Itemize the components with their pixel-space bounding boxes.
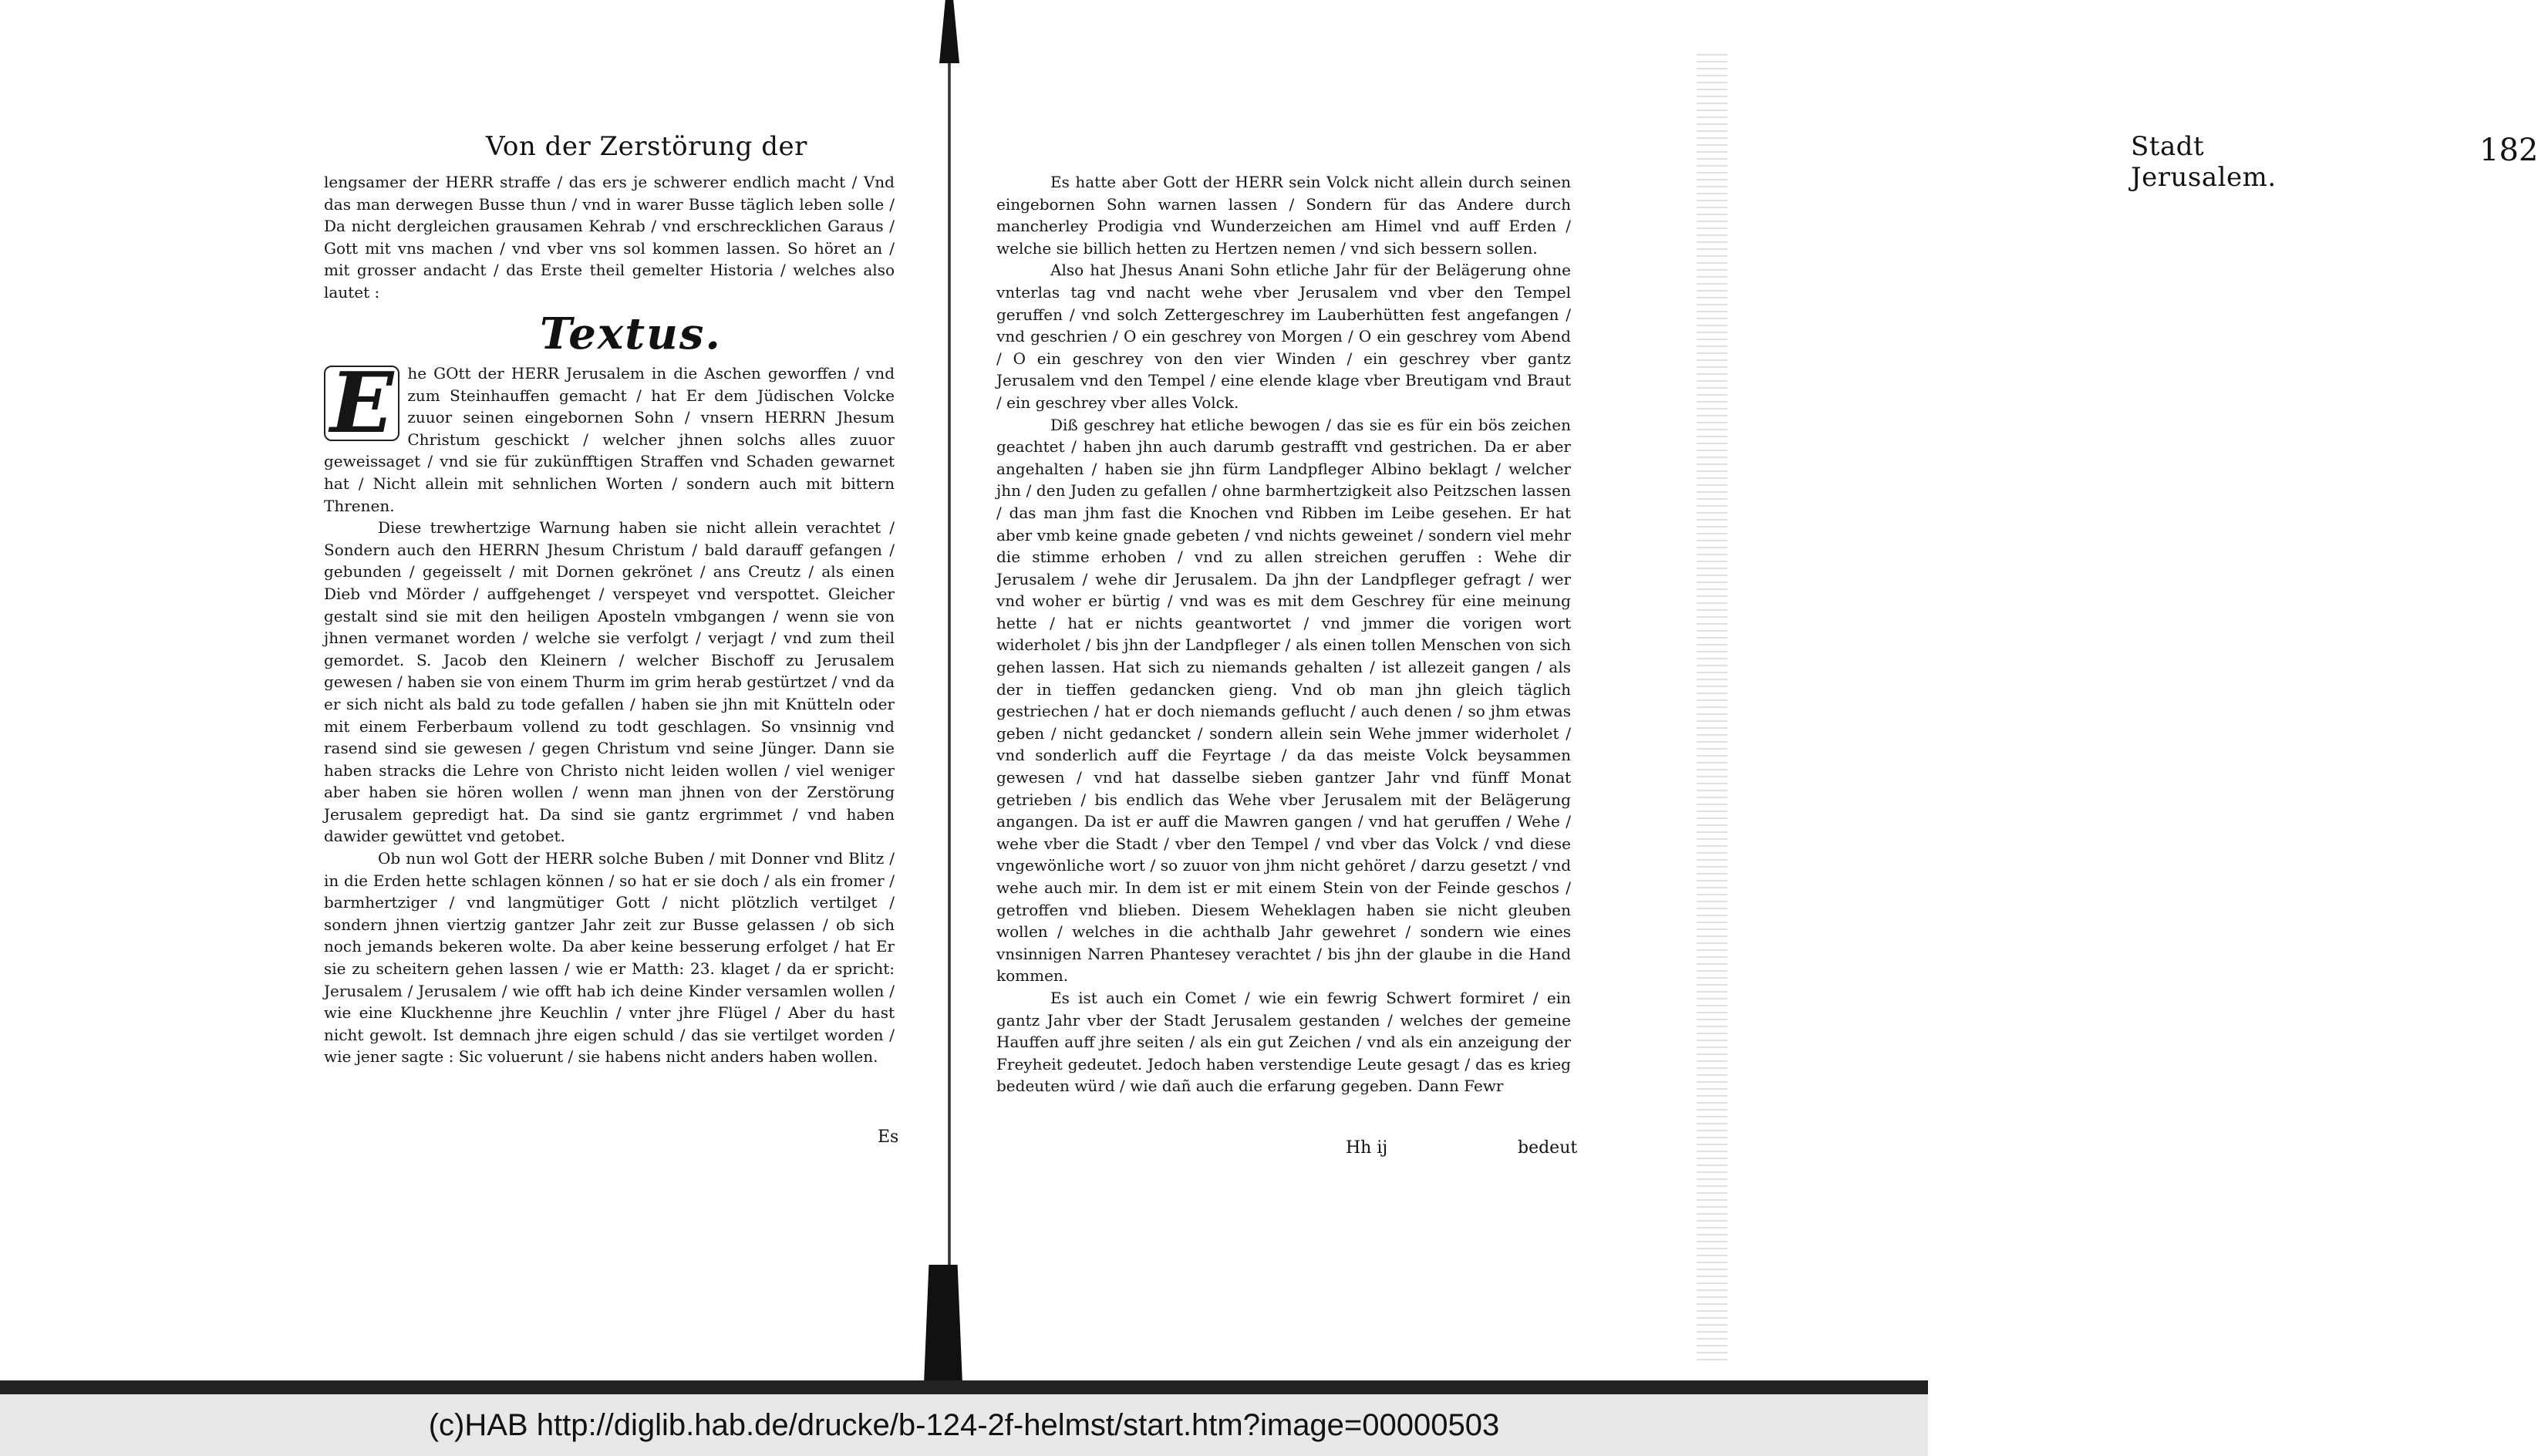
left-page bbox=[0, 0, 951, 1388]
right-running-head: Stadt Jerusalem. bbox=[2131, 131, 2277, 193]
right-paragraph-3: Diß geschrey hat etliche bewogen / das sie es für ein bös zeichen geachtet / haben jhn auch darumb gestrafft vnd gestrichen. Da er aber angehalten / haben sie jhn fürm Landpfleger Albino beklagt / welcher jhn / den Juden zu gefallen / ohne barmhertzigkeit also Peitzschen lassen / das man jhm fast die Knochen vnd Ribben im Leibe gesehen. Er hat aber vmb keine gnade gebeten / vnd nichts geweinet / sondern viel mehr die stimme erhoben / vnd zu allen streichen geruffen : Wehe dir Jerusalem / wehe dir Jerusalem. Da jhn der Landpfleger gefragt / wer vnd woher er bürtig / vnd was es mit dem Geschrey für eine meinung hette / hat er nichts geantwortet / vnd jmmer die vorigen wort widerholet / bis jhn der Landpfleger / als einen tollen Menschen von sich gehen lassen. Hat sich zu niemands gehalten / ist allezeit gangen / als der in tieffen gedancken gieng. Vnd ob man jhn gleich täglich gestriechen / hat er doch niemands geflucht / auch denen / so jhm etwas geben / nicht gedancket / sondern allein sein Wehe jmmer widerholet / vnd sonderlich auff die Feyrtage / da das meiste Volck beysammen gewesen / vnd hat dasselbe sieben gantzer Jahr vnd fünff Monat getrieben / bis endlich das Wehe vber Jerusalem mit der Belägerung angangen. Da ist er auff die Mawren gangen / vnd hat geruffen / Wehe / wehe vber die Stadt / vber den Tempel / vnd vber das Volck / vnd diese vngewönliche wort / so zuuor von jhm nicht gehöret / darzu gesetzt / vnd wehe auch mir. In dem ist er mit einem Stein von der Feinde geschos / getroffen vnd blieben. Diesem Weheklagen haben sie nicht gleuben wollen / welches in die achthalb Jahr gewehret / sondern wie eines vnsinnigen Narren Phantesey verachtet / bis jhn der glaube in die Hand kommen. bbox=[996, 415, 1571, 986]
right-paragraph-2: Also hat Jhesus Anani Sohn etliche Jahr für der Belägerung ohne vnterlas tag vnd nacht wehe vber Jerusalem vnd vber den Tempel geruffen / vnd solch Zettergeschrey im Lauberhütten fest angefangen / vnd geschrien / O ein geschrey von Morgen / O ein geschrey vom Abend / O ein geschrey von den vier Winden / ein geschrey vber gantz Jerusalem vnd den Tempel / eine elende klage vber Breutigam vnd Braut / ein geschrey vber alles Volck. bbox=[996, 261, 1571, 412]
dropcap-initial: E bbox=[324, 366, 399, 441]
right-main-column bbox=[996, 171, 1571, 1097]
right-catchword: bedeut bbox=[1518, 1138, 1578, 1158]
left-running-head: Von der Zerstörung der bbox=[486, 131, 807, 162]
left-paragraph-1-text: he GOtt der HERR Jerusalem in die Aschen geworffen / vnd zum Steinhauffen gemacht / hat Er dem Jüdischen Volcke zuuor seinen eingebornen Sohn / vnsern HERRN Jhesum Christum geschickt / welcher jhnen solchs alles zuuor geweissaget / vnd sie für zukünfftigen Straffen vnd Schaden gewarnet hat / Nicht allein mit sehnlichen Worten / sondern auch mit bittern Threnen. bbox=[324, 364, 895, 515]
left-intro-text: lengsamer der HERR straffe / das ers je schwerer endlich macht / Vnd das man derwegen Busse thun / vnd in warer Busse täglich leben solle / Da nicht dergleichen grausamen Kehrab / vnd erschrecklichen Garaus / Gott mit vns machen / vnd vber vns sol kommen lassen. So höret an / mit grosser andacht / das Erste theil gemelter Historia / welches also lautet : bbox=[324, 173, 895, 302]
left-paragraph-1 bbox=[324, 355, 895, 517]
left-main-column bbox=[324, 355, 895, 1068]
left-catchword: Es bbox=[878, 1127, 899, 1147]
right-paragraph-1: Es hatte aber Gott der HERR sein Volck nicht allein durch seinen eingebornen Sohn warnen lassen / Sondern für das Andere durch mancherley Prodigia vnd Wunderzeichen am Himel vnd auff Erden / welche sie billich hetten zu Hertzen nemen / vnd sich bessern sollen. bbox=[996, 173, 1571, 258]
section-title: Textus. bbox=[540, 308, 722, 359]
left-paragraph-3: Ob nun wol Gott der HERR solche Buben / mit Donner vnd Blitz / in die Erden hette schlagen können / so hat er sie doch / als ein fromer / barmhertziger / vnd langmütiger Gott / nicht plötzlich vertilget / sondern jhnen viertzig gantzer Jahr zeit zur Busse gelassen / ob sich noch jemands bekeren wolte. Da aber keine besserung erfolget / hat Er sie zu scheitern gehen lassen / wie er Matth: 23. klaget / da er spricht: Jerusalem / Jerusalem / wie offt hab ich deine Kinder versamlen wollen / wie eine Kluckhenne jhre Keuchlin / vnter jhre Flügel / Aber du hast nicht gewolt. Ist demnach jhre eigen schuld / das sie vertilget worden / wie jener sagte : Sic voluerunt / sie habens nicht anders haben wollen. bbox=[324, 849, 895, 1067]
page-edge-noise bbox=[1697, 54, 1727, 1365]
left-top-paragraph bbox=[324, 171, 895, 304]
scan-edge-band bbox=[0, 1380, 1928, 1394]
gutter-fold bbox=[948, 46, 951, 1334]
folio-number: 182 bbox=[2479, 133, 2538, 168]
right-paragraph-4: Es ist auch ein Comet / wie ein fewrig Schwert formiret / ein gantz Jahr vber der Stadt Jerusalem gestanden / welches der gemeine Hauffen auff jhre seiten / als ein gut Zeichen / vnd als ein anzeigung der Freyheit gedeutet. Jedoch haben verstendige Leute gesagt / das es krieg bedeuten würd / wie dañ auch die erfarung gegeben. Dann Fewr bbox=[996, 988, 1571, 1096]
signature-mark: Hh ij bbox=[1346, 1138, 1388, 1158]
left-paragraph-2: Diese trewhertzige Warnung haben sie nicht allein verachtet / Sondern auch den HERRN Jhesum Christum / bald darauff gefangen / gebunden / gegeisselt / mit Dornen gekrönet / ans Creutz / als einen Dieb vnd Mörder / auffgehenget / verspeyet vnd verspottet. Gleicher gestalt sind sie mit den heiligen Aposteln vmbgangen / wenn sie von jhnen vermanet worden / welche sie verfolgt / verjagt / vnd zum theil gemordet. S. Jacob den Kleinern / welcher Bischoff zu Jerusalem gewesen / haben sie von einem Thurm im grim herab gestürtzet / vnd da er sich nicht als bald zu tode gefallen / haben sie jhn mit Knütteln oder mit einem Ferberbaum vollend zu todt geschlagen. So vnsinnig vnd rasend sind sie gewesen / gegen Christum vnd seine Jünger. Dann sie haben stracks die Lehre von Christo nicht leiden wollen / viel weniger aber haben sie hören wollen / wenn man jhnen von der Zerstörung Jerusalem gepredigt hat. Da sind sie gantz ergrimmet / vnd haben dawider gewüttet vnd getobet. bbox=[324, 518, 895, 846]
source-credit-line: (c)HAB http://diglib.hab.de/drucke/b-124-2f-helmst/start.htm?image=00000503 bbox=[0, 1394, 1928, 1456]
